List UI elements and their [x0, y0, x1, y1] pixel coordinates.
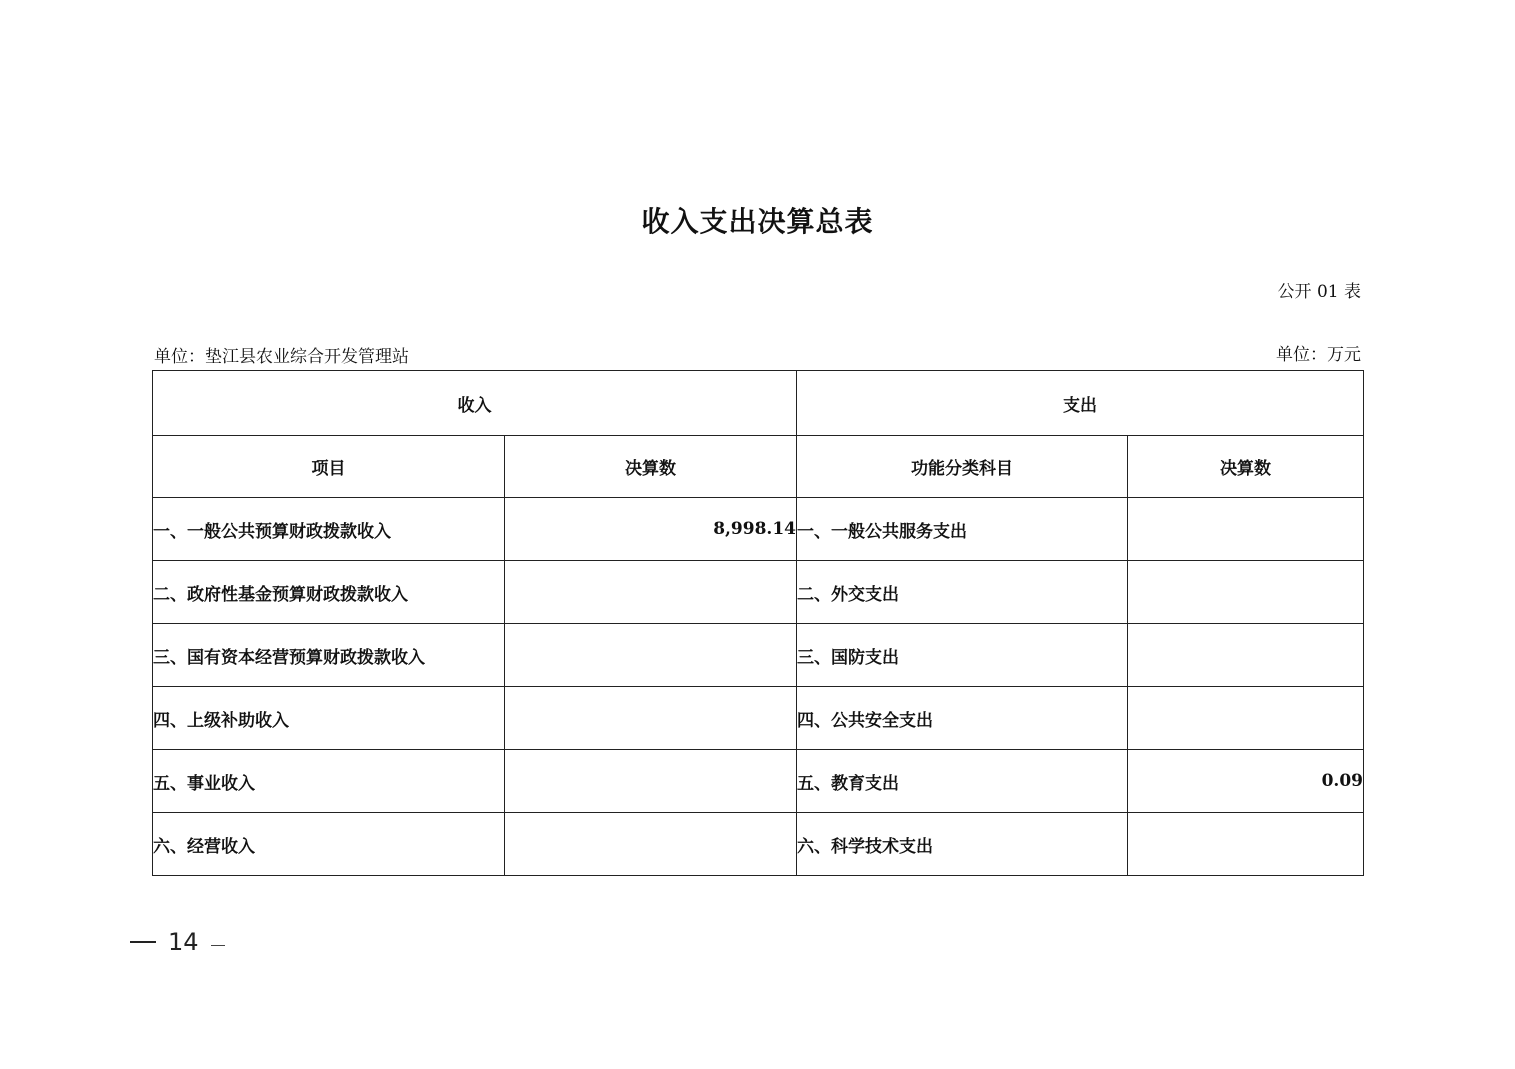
- income-amount-cell: [505, 813, 797, 876]
- expense-item-cell: 三、国防支出: [797, 624, 1128, 687]
- income-item-cell: 三、国有资本经营预算财政拨款收入: [153, 624, 505, 687]
- expense-item-header: 功能分类科目: [797, 436, 1128, 498]
- income-item-cell: 六、经营收入: [153, 813, 505, 876]
- income-item-cell: 四、上级补助收入: [153, 687, 505, 750]
- table-row: [153, 624, 1364, 687]
- income-amount-header: 决算数: [505, 436, 797, 498]
- expense-amount-cell: [1128, 498, 1364, 561]
- income-expense-table: [152, 370, 1364, 876]
- table-column-header-row: [153, 436, 1364, 498]
- page-number: 14: [168, 928, 199, 956]
- income-amount-cell: [505, 687, 797, 750]
- table-row: [153, 750, 1364, 813]
- income-item-cell: 一、一般公共预算财政拨款收入: [153, 498, 505, 561]
- table-row: [153, 498, 1364, 561]
- expense-amount-cell: 0.09: [1128, 750, 1364, 813]
- income-item-cell: 二、政府性基金预算财政拨款收入: [153, 561, 505, 624]
- table-row: [153, 687, 1364, 750]
- unit-organization: 单位：垫江县农业综合开发管理站: [154, 347, 409, 367]
- income-item-header: 项目: [153, 436, 505, 498]
- income-group-header: 收入: [153, 371, 797, 436]
- income-amount-cell: [505, 561, 797, 624]
- table-group-header-row: [153, 371, 1364, 436]
- income-amount-cell: [505, 624, 797, 687]
- table-row: [153, 813, 1364, 876]
- expense-amount-cell: [1128, 561, 1364, 624]
- income-amount-cell: 8,998.14: [505, 498, 797, 561]
- expense-amount-cell: [1128, 624, 1364, 687]
- expense-group-header: 支出: [797, 371, 1364, 436]
- expense-amount-cell: [1128, 687, 1364, 750]
- expense-item-cell: 四、公共安全支出: [797, 687, 1128, 750]
- expense-item-cell: 五、教育支出: [797, 750, 1128, 813]
- page-title: 收入支出决算总表: [641, 205, 874, 238]
- unit-currency: 单位：万元: [1276, 345, 1361, 365]
- dash-left: [130, 941, 156, 943]
- expense-amount-header: 决算数: [1128, 436, 1364, 498]
- table-row: [153, 561, 1364, 624]
- dash-right: [211, 945, 225, 946]
- income-item-cell: 五、事业收入: [153, 750, 505, 813]
- expense-item-cell: 一、一般公共服务支出: [797, 498, 1128, 561]
- page-footer: [130, 928, 225, 956]
- expense-item-cell: 二、外交支出: [797, 561, 1128, 624]
- form-code: 公开 01 表: [1277, 282, 1361, 302]
- expense-item-cell: 六、科学技术支出: [797, 813, 1128, 876]
- income-amount-cell: [505, 750, 797, 813]
- expense-amount-cell: [1128, 813, 1364, 876]
